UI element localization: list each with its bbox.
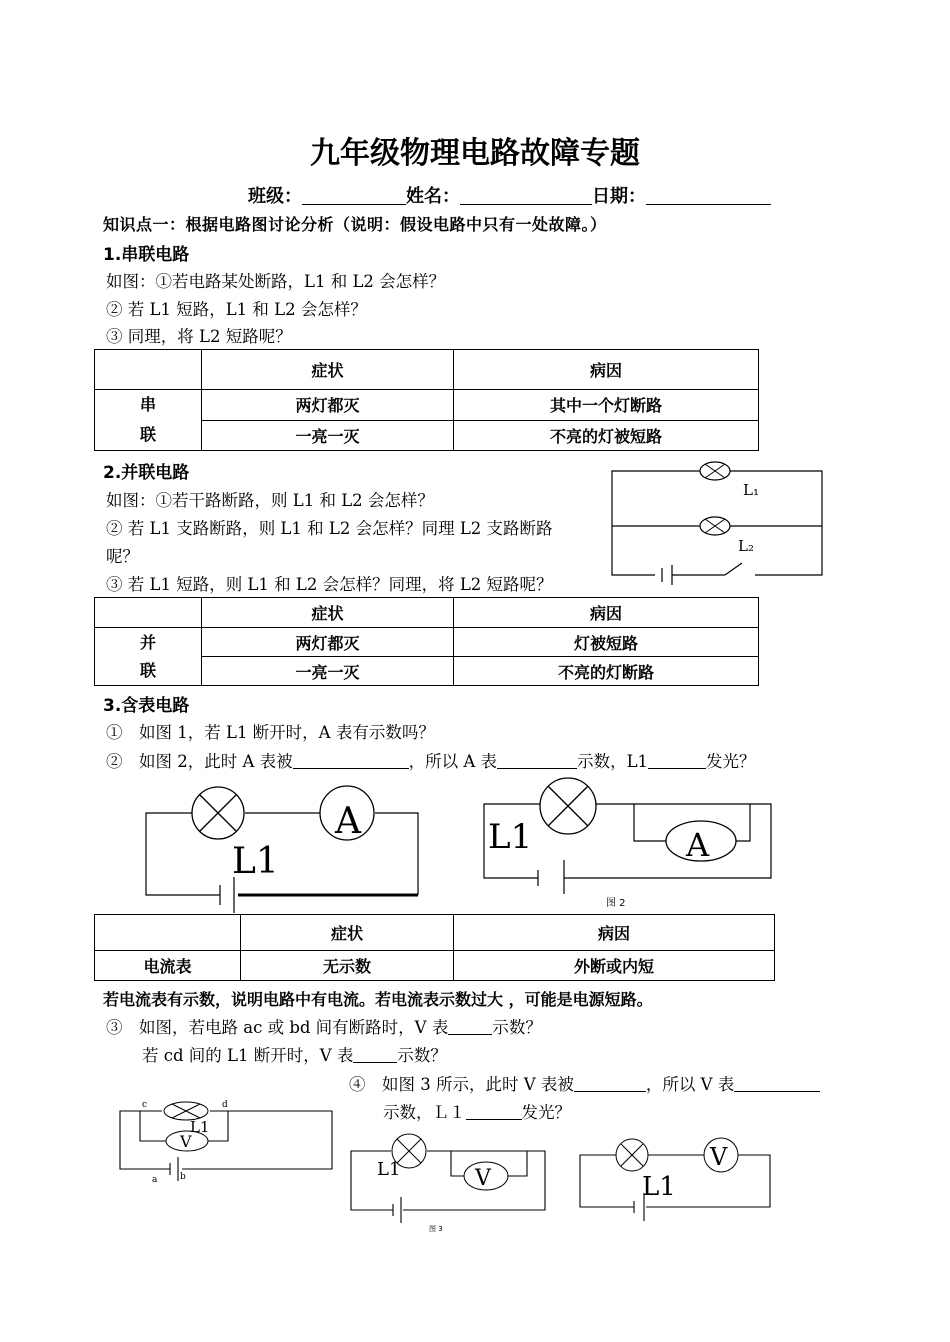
q2-part4: 发光？ bbox=[706, 752, 756, 771]
q3b-end: 示数？ bbox=[397, 1046, 447, 1065]
parallel-table-corner bbox=[95, 598, 202, 628]
ammeter-note: 若电流表有示数，说明电路中有电流。若电流表示数过大 ，可能是电源短路。 bbox=[103, 990, 653, 1009]
q2-part1: ② 如图 2，此时 A 表被 bbox=[106, 752, 293, 771]
section2-q2-continued: 呢？ bbox=[106, 547, 139, 566]
figure1-ammeter-circuit bbox=[140, 785, 430, 915]
name-blank[interactable] bbox=[460, 186, 592, 205]
q2-blank3[interactable] bbox=[648, 752, 706, 769]
series-row2-symptom: 一亮一灭 bbox=[202, 420, 454, 451]
parallel-row2-cause: 不亮的灯断路 bbox=[454, 657, 759, 686]
series-header-cause: 病因 bbox=[454, 350, 759, 390]
section1-heading: 1.串联电路 bbox=[103, 245, 190, 265]
figure2-lamp-icon bbox=[540, 778, 596, 834]
series-row1-symptom: 两灯都灭 bbox=[202, 390, 454, 421]
figure-cd-meter-label: V bbox=[180, 1132, 192, 1151]
parallel-table bbox=[94, 597, 759, 686]
figure2-meter-label: A bbox=[686, 826, 710, 864]
section3-q3b bbox=[142, 1042, 447, 1066]
section3-q3a bbox=[106, 1014, 542, 1038]
figure2-caption: 图 2 bbox=[606, 898, 626, 909]
figure4-lamp-label: L1 bbox=[642, 1172, 676, 1202]
class-blank[interactable] bbox=[302, 186, 406, 205]
figure-cd-lamp-label: L1 bbox=[190, 1118, 210, 1136]
knowledge-point-heading: 知识点一：根据电路图讨论分析（说明：假设电路中只有一处故障。） bbox=[103, 215, 607, 234]
figure3-voltmeter-circuit bbox=[345, 1133, 555, 1233]
point-c-label: c bbox=[142, 1100, 148, 1110]
series-row1-cause: 其中一个灯断路 bbox=[454, 390, 759, 421]
q3a-text: ③ 如图，若电路 ac 或 bd 间有断路时，V 表 bbox=[106, 1018, 449, 1037]
series-header-symptom: 症状 bbox=[202, 350, 454, 390]
q3b-blank[interactable] bbox=[353, 1046, 397, 1063]
section2-heading: 2.并联电路 bbox=[103, 463, 190, 483]
q4-part4: 发光？ bbox=[521, 1103, 571, 1122]
parallel-row1-symptom: 两灯都灭 bbox=[202, 628, 454, 657]
parallel-circuit-diagram bbox=[600, 455, 830, 580]
parallel-row1-cause: 灯被短路 bbox=[454, 628, 759, 657]
figure4-voltmeter-circuit bbox=[576, 1135, 776, 1225]
figure1-lamp-icon bbox=[192, 787, 244, 839]
meter-table bbox=[94, 914, 775, 981]
section1-q2: ② 若 L1 短路，L1 和 L2 会怎样？ bbox=[106, 300, 367, 319]
figure3-lamp-label: L1 bbox=[377, 1159, 401, 1180]
q4-blank2[interactable] bbox=[734, 1075, 820, 1092]
meter-header-symptom: 症状 bbox=[241, 915, 454, 951]
figure3-caption: 图 3 bbox=[429, 1225, 443, 1233]
parallel-l2-label: L₂ bbox=[738, 537, 754, 555]
section3-q2 bbox=[106, 748, 756, 772]
q3a-end: 示数？ bbox=[492, 1018, 542, 1037]
q4-part1: ④ 如图 3 所示，此时 V 表被 bbox=[349, 1075, 574, 1094]
figure1-meter-label: A bbox=[335, 801, 361, 842]
name-label: 姓名： bbox=[406, 186, 460, 207]
date-label: 日期： bbox=[592, 186, 646, 207]
section3-q4 bbox=[349, 1071, 820, 1095]
meter-row-label: 电流表 bbox=[95, 951, 241, 981]
meter-header-cause: 病因 bbox=[454, 915, 775, 951]
parallel-group-label: 并 联 bbox=[95, 628, 202, 686]
student-info-line bbox=[248, 182, 771, 208]
date-blank[interactable] bbox=[646, 186, 771, 205]
series-group-label: 串 联 bbox=[95, 390, 202, 451]
meter-row-cause: 外断或内短 bbox=[454, 951, 775, 981]
q2-part3: 示数，L1 bbox=[577, 752, 649, 771]
q3a-blank[interactable] bbox=[448, 1018, 492, 1035]
parallel-header-symptom: 症状 bbox=[202, 598, 454, 628]
lamp-l1-icon bbox=[700, 462, 730, 480]
figure2-lamp-label: L1 bbox=[488, 817, 533, 857]
series-table bbox=[94, 349, 759, 451]
point-a-label: a bbox=[152, 1175, 158, 1185]
series-row2-cause: 不亮的灯被短路 bbox=[454, 420, 759, 451]
class-label: 班级： bbox=[248, 186, 302, 207]
section2-q2: ② 若 L1 支路断路，则 L1 和 L2 会怎样？同理 L2 支路断路 bbox=[106, 519, 553, 538]
section3-q1: ① 如图 1，若 L1 断开时，A 表有示数吗？ bbox=[106, 723, 435, 742]
section2-q3: ③ 若 L1 短路，则 L1 和 L2 会怎样？同理，将 L2 短路呢？ bbox=[106, 575, 553, 594]
parallel-header-cause: 病因 bbox=[454, 598, 759, 628]
series-table-corner bbox=[95, 350, 202, 390]
section3-q4-line2 bbox=[383, 1099, 571, 1123]
figure2-ammeter-circuit bbox=[478, 782, 778, 912]
parallel-l1-label: L₁ bbox=[743, 481, 759, 499]
figure3-meter-label: V bbox=[475, 1166, 491, 1191]
q4-part3: 示数，Ｌ１ bbox=[383, 1103, 466, 1122]
parallel-row2-symptom: 一亮一灭 bbox=[202, 657, 454, 686]
point-d-label: d bbox=[222, 1100, 228, 1110]
q4-blank1[interactable] bbox=[574, 1075, 646, 1092]
q2-blank2[interactable] bbox=[497, 752, 577, 769]
figure4-lamp-icon bbox=[616, 1139, 648, 1171]
point-b-label: b bbox=[180, 1172, 186, 1182]
q3b-text: 若 cd 间的 L1 断开时，V 表 bbox=[142, 1046, 354, 1065]
figure4-meter-label: V bbox=[710, 1143, 728, 1171]
q4-blank3[interactable] bbox=[466, 1103, 522, 1120]
page-title: 九年级物理电路故障专题 bbox=[310, 136, 640, 171]
q2-blank1[interactable] bbox=[293, 752, 409, 769]
meter-table-corner bbox=[95, 915, 241, 951]
section3-heading: 3.含表电路 bbox=[103, 696, 190, 716]
figure1-lamp-label: L1 bbox=[232, 841, 279, 882]
section2-q1: 如图：①若干路断路，则 L1 和 L2 会怎样？ bbox=[106, 491, 434, 510]
meter-row-symptom: 无示数 bbox=[241, 951, 454, 981]
section1-q1: 如图：①若电路某处断路，L1 和 L2 会怎样？ bbox=[106, 272, 446, 291]
lamp-l2-icon bbox=[700, 517, 730, 535]
section1-q3: ③ 同理，将 L2 短路呢？ bbox=[106, 327, 292, 346]
q2-part2: ，所以 A 表 bbox=[408, 752, 498, 771]
q4-part2: ，所以 V 表 bbox=[645, 1075, 735, 1094]
figure-voltmeter-cd-circuit bbox=[112, 1095, 337, 1185]
